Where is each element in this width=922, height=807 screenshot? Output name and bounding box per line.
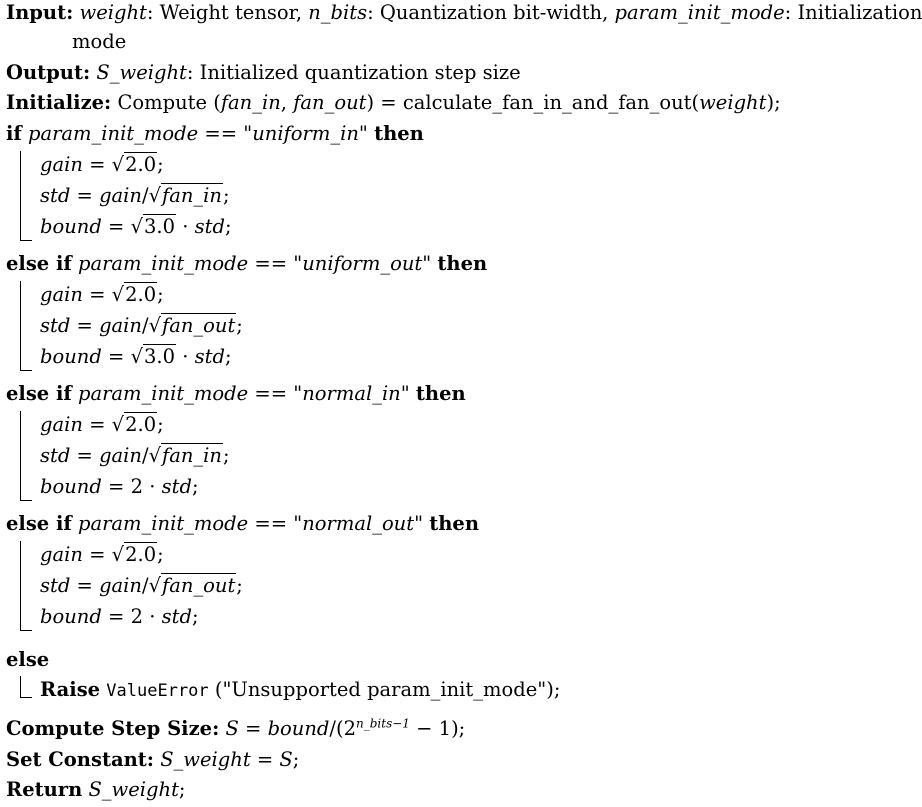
gain-var: gain <box>40 283 83 306</box>
std-sqrt <box>149 313 237 337</box>
bound-var: bound <box>40 215 102 238</box>
bound-cdot: · <box>176 345 195 368</box>
branch-header <box>6 381 466 407</box>
branch-param: param_init_mode <box>78 382 249 405</box>
std-gain: gain <box>99 314 142 337</box>
const-eq: = <box>250 748 280 771</box>
step-eq: = <box>238 717 268 740</box>
output-label: Output: <box>6 61 91 84</box>
bound-sqrt <box>131 214 176 238</box>
sqrt-radicand: 2.0 <box>125 153 157 176</box>
else-keyword: else <box>6 648 50 671</box>
bound-var: bound <box>40 475 102 498</box>
std-slash: / <box>141 444 149 467</box>
bound-var: bound <box>40 345 102 368</box>
branch-keyword: else if <box>6 512 72 535</box>
init-fan-in: fan_in <box>220 91 281 114</box>
std-line <box>40 443 230 469</box>
branch-keyword: else if <box>6 252 72 275</box>
bound-std: std <box>194 215 225 238</box>
return-keyword: Return <box>6 778 83 801</box>
input-label: Input: <box>6 1 74 24</box>
init-comma: , <box>280 91 294 114</box>
std-var: std <box>40 184 71 207</box>
bound-line <box>40 474 199 500</box>
output-line <box>6 60 521 86</box>
std-semi: ; <box>222 444 230 467</box>
std-gain: gain <box>99 184 142 207</box>
gain-sqrt <box>112 412 157 436</box>
branch-then: then <box>437 252 488 275</box>
const-lhs: S_weight <box>160 748 251 771</box>
std-slash: / <box>141 314 149 337</box>
output-var: S_weight <box>96 61 187 84</box>
step-bound: bound <box>267 717 330 740</box>
step-size-line <box>6 716 465 742</box>
sqrt-radicand: 2.0 <box>125 543 157 566</box>
std-var: std <box>40 314 71 337</box>
bound-const: 2 <box>130 605 143 628</box>
step-tail: − 1); <box>409 717 466 740</box>
branch-block-bar <box>20 541 32 631</box>
branch-mode: "normal_out" <box>293 512 424 535</box>
sqrt-radicand: fan_out <box>162 574 236 597</box>
init-end: ); <box>766 91 781 114</box>
branch-keyword: else if <box>6 382 72 405</box>
bound-sqrt <box>131 344 176 368</box>
step-exponent: n_bits−1 <box>356 716 410 731</box>
bound-eq: = <box>101 345 131 368</box>
gain-sqrt <box>112 152 157 176</box>
const-end: ; <box>292 748 300 771</box>
output-desc: : Initialized quantization step size <box>186 61 521 84</box>
branch-header <box>6 251 487 277</box>
bound-std: std <box>161 605 192 628</box>
std-line <box>40 313 243 339</box>
bound-std: std <box>161 475 192 498</box>
step-label: Compute Step Size: <box>6 717 220 740</box>
gain-line <box>40 542 164 568</box>
raise-message: ("Unsupported param_init_mode"); <box>208 678 561 701</box>
gain-eq: = <box>82 413 112 436</box>
sqrt-sign: √ <box>148 184 161 207</box>
gain-var: gain <box>40 543 83 566</box>
const-label: Set Constant: <box>6 748 154 771</box>
input-mode-cont: mode <box>72 30 127 53</box>
bound-line <box>40 214 232 240</box>
branch-mode: "uniform_out" <box>293 252 432 275</box>
branch-mode: "normal_in" <box>293 382 410 405</box>
sqrt-sign: √ <box>148 314 161 337</box>
gain-semi: ; <box>157 543 164 566</box>
branch-eqeq: == <box>248 252 294 275</box>
branch-param: param_init_mode <box>28 122 199 145</box>
branch-then: then <box>429 512 480 535</box>
sqrt-sign: √ <box>148 574 161 597</box>
sqrt-radicand: fan_in <box>162 184 222 207</box>
std-semi: ; <box>222 184 230 207</box>
sqrt-sign: √ <box>111 153 125 176</box>
gain-line <box>40 282 164 308</box>
input-weight: weight <box>79 1 147 24</box>
std-sqrt <box>149 443 223 467</box>
input-mode: param_init_mode <box>614 1 785 24</box>
init-weight: weight <box>699 91 767 114</box>
return-end: ; <box>178 778 186 801</box>
sqrt-radicand: fan_in <box>162 444 222 467</box>
step-div: /(2 <box>329 717 356 740</box>
sqrt-radicand: fan_out <box>162 314 236 337</box>
sqrt-sign: √ <box>148 444 161 467</box>
bound-std: std <box>194 345 225 368</box>
sqrt-sign: √ <box>130 215 144 238</box>
gain-var: gain <box>40 413 83 436</box>
sqrt-radicand: 3.0 <box>144 345 176 368</box>
std-eq: = <box>70 314 100 337</box>
input-line-cont <box>72 29 126 55</box>
input-weight-desc: : Weight tensor, <box>146 1 309 24</box>
input-nbits: n_bits <box>308 1 368 24</box>
branch-param: param_init_mode <box>78 252 249 275</box>
gain-semi: ; <box>157 413 164 436</box>
std-sqrt <box>149 573 237 597</box>
gain-line <box>40 412 164 438</box>
bound-line <box>40 604 199 630</box>
init-label: Initialize: <box>6 91 112 114</box>
sqrt-radicand: 2.0 <box>125 413 157 436</box>
std-sqrt <box>149 183 223 207</box>
else-block-bar <box>20 676 32 698</box>
bound-semi: ; <box>224 345 232 368</box>
bound-cdot: · <box>143 475 162 498</box>
raise-error-type: ValueError <box>106 681 209 701</box>
branch-block-bar <box>20 281 32 371</box>
bound-cdot: · <box>176 215 195 238</box>
std-line <box>40 573 243 599</box>
branch-keyword: if <box>6 122 22 145</box>
gain-eq: = <box>82 543 112 566</box>
bound-semi: ; <box>224 215 232 238</box>
set-constant-line <box>6 747 299 773</box>
std-semi: ; <box>236 314 243 337</box>
return-var: S_weight <box>88 778 179 801</box>
bound-line <box>40 344 232 370</box>
std-var: std <box>40 574 71 597</box>
branch-eqeq: == <box>248 382 294 405</box>
bound-var: bound <box>40 605 102 628</box>
branch-block-bar <box>20 151 32 241</box>
bound-eq: = <box>101 215 131 238</box>
initialize-line <box>6 90 781 116</box>
step-s: S <box>225 717 239 740</box>
branch-param: param_init_mode <box>78 512 249 535</box>
branch-header <box>6 511 479 537</box>
std-slash: / <box>141 184 149 207</box>
const-rhs: S <box>279 748 293 771</box>
return-line <box>6 777 186 803</box>
gain-semi: ; <box>157 283 164 306</box>
gain-var: gain <box>40 153 83 176</box>
sqrt-radicand: 3.0 <box>144 215 176 238</box>
bound-cdot: · <box>143 605 162 628</box>
std-gain: gain <box>99 574 142 597</box>
gain-line <box>40 152 164 178</box>
sqrt-sign: √ <box>111 543 125 566</box>
bound-semi: ; <box>191 475 199 498</box>
sqrt-sign: √ <box>130 345 144 368</box>
branch-mode: "uniform_in" <box>243 122 368 145</box>
std-semi: ; <box>236 574 243 597</box>
std-eq: = <box>70 574 100 597</box>
input-nbits-desc: : Quantization bit-width, <box>367 1 615 24</box>
gain-sqrt <box>112 282 157 306</box>
branch-eqeq: == <box>248 512 294 535</box>
gain-eq: = <box>82 153 112 176</box>
input-line <box>6 0 922 26</box>
std-gain: gain <box>99 444 142 467</box>
branch-eqeq: == <box>198 122 244 145</box>
std-line <box>40 183 230 209</box>
branch-header <box>6 121 424 147</box>
bound-semi: ; <box>191 605 199 628</box>
gain-semi: ; <box>157 153 164 176</box>
std-slash: / <box>141 574 149 597</box>
branch-then: then <box>415 382 466 405</box>
branch-block-bar <box>20 411 32 501</box>
gain-eq: = <box>82 283 112 306</box>
bound-const: 2 <box>130 475 143 498</box>
raise-keyword: Raise <box>40 678 101 701</box>
init-fan-out: fan_out <box>293 91 367 114</box>
bound-eq: = <box>101 475 131 498</box>
raise-line <box>40 677 560 703</box>
init-compute: Compute ( <box>117 91 221 114</box>
std-eq: = <box>70 184 100 207</box>
init-eq: ) = calculate_fan_in_and_fan_out( <box>366 91 700 114</box>
std-eq: = <box>70 444 100 467</box>
input-mode-desc: : Initialization <box>784 1 922 24</box>
sqrt-sign: √ <box>111 413 125 436</box>
branch-then: then <box>374 122 424 145</box>
bound-eq: = <box>101 605 131 628</box>
sqrt-sign: √ <box>111 283 125 306</box>
else-line <box>6 647 49 673</box>
std-var: std <box>40 444 71 467</box>
sqrt-radicand: 2.0 <box>125 283 157 306</box>
gain-sqrt <box>112 542 157 566</box>
